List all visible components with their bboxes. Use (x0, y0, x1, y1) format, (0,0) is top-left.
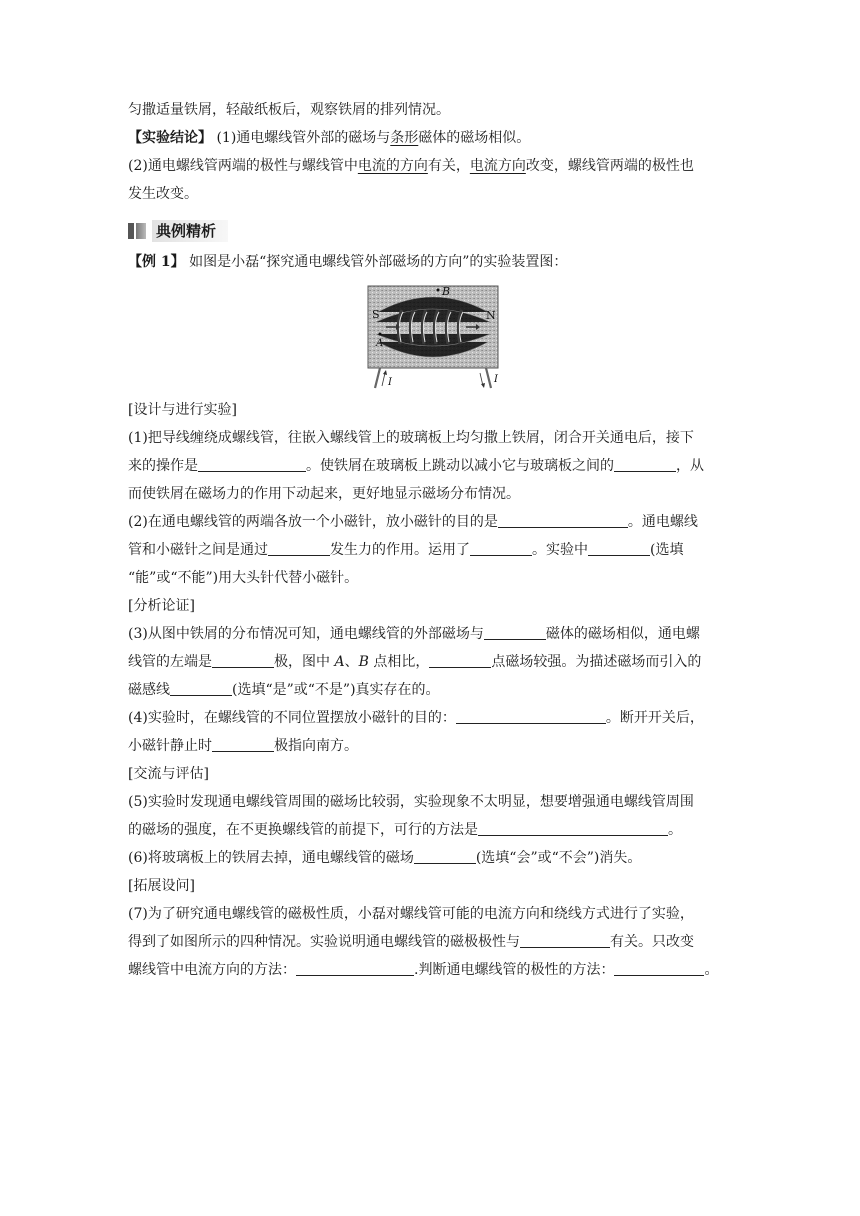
text: ，从 (676, 458, 704, 474)
text: 。断开开关后， (605, 710, 704, 726)
text: (2)在通电螺线管的两端各放一个小磁针，放小磁针的目的是 (128, 514, 498, 530)
text: 改变，螺线管两端的极性也 (525, 158, 694, 174)
answer-blank[interactable] (520, 933, 610, 948)
analysis-header: [分析论证] (128, 598, 195, 614)
conclusion-line-3: 发生改变。 (128, 186, 198, 202)
text: 的磁场的强度，在不更换螺线管的前提下，可行的方法是 (128, 822, 478, 838)
answer-blank[interactable] (478, 821, 668, 836)
answer-blank[interactable] (498, 513, 628, 528)
text: 有关， (427, 158, 470, 174)
heading-marker-icon (136, 223, 146, 239)
q4-line-1 (128, 704, 738, 732)
answer-blank[interactable] (456, 709, 606, 724)
underlined-answer: 电流方向 (469, 158, 526, 174)
q5-line-1: (5)实验时发现通电螺线管周围的磁场比较弱，实验现象不太明显，想要增强通电螺线管周围 (128, 794, 694, 810)
q1-line-1: (1)把导线缠绕成螺线管，往嵌入螺线管上的玻璃板上均匀撒上铁屑，闭合开关通电后，接下 (128, 430, 694, 446)
q7-line-1: (7)为了研究通电螺线管的磁极性质，小磊对螺线管可能的电流方向和绕线方式进行了实验， (128, 906, 694, 922)
design-header: [设计与进行实验] (128, 402, 237, 418)
text: 。通电螺线 (627, 514, 698, 530)
document-page (128, 96, 738, 984)
q3-line-3 (128, 676, 738, 704)
q3-line-2 (128, 648, 738, 676)
answer-blank[interactable] (212, 653, 274, 668)
heading-marker-icon (128, 223, 134, 239)
text: 。 (704, 962, 719, 978)
label-b: B (442, 285, 451, 298)
q2-line-3: “能”或“不能”)用大头针代替小磁针。 (128, 570, 359, 586)
section-title: 典例精析 (152, 220, 228, 242)
conclusion-line-2 (128, 152, 738, 180)
answer-blank[interactable] (296, 961, 414, 976)
q3-line-1 (128, 620, 738, 648)
label-i-right: I (494, 374, 498, 385)
q1-line-2 (128, 452, 738, 480)
text: (4)实验时，在螺线管的不同位置摆放小磁针的目的： (128, 710, 456, 726)
q7-line-2 (128, 928, 738, 956)
q6-line-1 (128, 844, 738, 872)
text: 螺线管中电流方向的方法： (128, 962, 296, 978)
text: 管和小磁针之间是通过 (128, 542, 268, 558)
text: 、 (344, 654, 359, 670)
answer-blank[interactable] (484, 625, 546, 640)
conclusion-line-1 (128, 124, 738, 152)
text: 来的操作是 (128, 458, 198, 474)
text: 。 (668, 822, 682, 838)
text: (选填“是”或“不是”)真实存在的。 (232, 682, 440, 698)
q4-line-2 (128, 732, 738, 760)
text: 磁感线 (128, 682, 170, 698)
text: 小磁针静止时 (128, 738, 212, 754)
text: 得到了如图所示的四种情况。实验说明通电螺线管的磁极极性与 (128, 934, 520, 950)
label-i-left: I (388, 377, 392, 388)
answer-blank[interactable] (614, 961, 704, 976)
text: 。实验中 (532, 542, 588, 558)
intro-line: 匀撒适量铁屑，轻敲纸板后，观察铁屑的排列情况。 (128, 102, 450, 118)
section-heading (128, 218, 738, 244)
text: (6)将玻璃板上的铁屑去掉，通电螺线管的磁场 (128, 850, 414, 866)
text: 磁体的磁场相似，通电螺 (545, 626, 700, 642)
answer-blank[interactable] (429, 653, 491, 668)
answer-blank[interactable] (212, 737, 274, 752)
conclusion-label: 【实验结论】 (128, 130, 212, 146)
q5-line-2 (128, 816, 738, 844)
q1-line-3: 而使铁屑在磁场力的作用下动起来，更好地显示磁场分布情况。 (128, 486, 520, 502)
text: (选填“会”或“不会”)消失。 (475, 850, 642, 866)
text: 线管的左端是 (128, 654, 212, 670)
exchange-header: [交流与评估] (128, 766, 209, 782)
answer-blank[interactable] (170, 681, 232, 696)
text: (选填 (650, 542, 684, 558)
answer-blank[interactable] (268, 541, 330, 556)
text: 点磁场较强。为描述磁场而引入的 (491, 654, 702, 670)
example-intro (128, 248, 738, 276)
text: 如图是小磊“探究通电螺线管外部磁场的方向”的实验装置图： (184, 254, 568, 270)
text: 极指向南方。 (274, 738, 358, 754)
underlined-answer: 条形 (390, 130, 419, 146)
variable-a: A (334, 654, 345, 670)
solenoid-figure (358, 282, 508, 390)
q7-line-3 (128, 956, 738, 984)
underlined-answer: 电流的方向 (357, 158, 428, 174)
answer-blank[interactable] (588, 541, 650, 556)
label-n: N (486, 309, 496, 322)
point-a-dot (379, 333, 382, 336)
text: 有关。只改变 (610, 934, 694, 950)
point-b-dot (437, 289, 440, 292)
text: (1)通电螺线管外部的磁场与 (212, 130, 391, 146)
example-label: 【例 1】 (128, 254, 185, 270)
text: .判断通电螺线管的极性的方法： (414, 962, 615, 978)
text: 点相比， (368, 654, 430, 670)
text: (2)通电螺线管两端的极性与螺线管中 (128, 158, 358, 174)
answer-blank[interactable] (414, 849, 476, 864)
text: (3)从图中铁屑的分布情况可知，通电螺线管的外部磁场与 (128, 626, 484, 642)
answer-blank[interactable] (614, 457, 676, 472)
wire-leads (375, 368, 491, 388)
text: 极，图中 (274, 654, 335, 670)
answer-blank[interactable] (198, 457, 306, 472)
q2-line-2 (128, 536, 738, 564)
text: 发生力的作用。运用了 (330, 542, 470, 558)
text: 磁体的磁场相似。 (418, 130, 531, 146)
label-s: S (372, 308, 380, 321)
answer-blank[interactable] (470, 541, 532, 556)
q2-line-1 (128, 508, 738, 536)
variable-b: B (358, 654, 369, 670)
text: 。使铁屑在玻璃板上跳动以减小它与玻璃板之间的 (306, 458, 614, 474)
label-a: A (376, 338, 384, 349)
extension-header: [拓展设问] (128, 878, 195, 894)
